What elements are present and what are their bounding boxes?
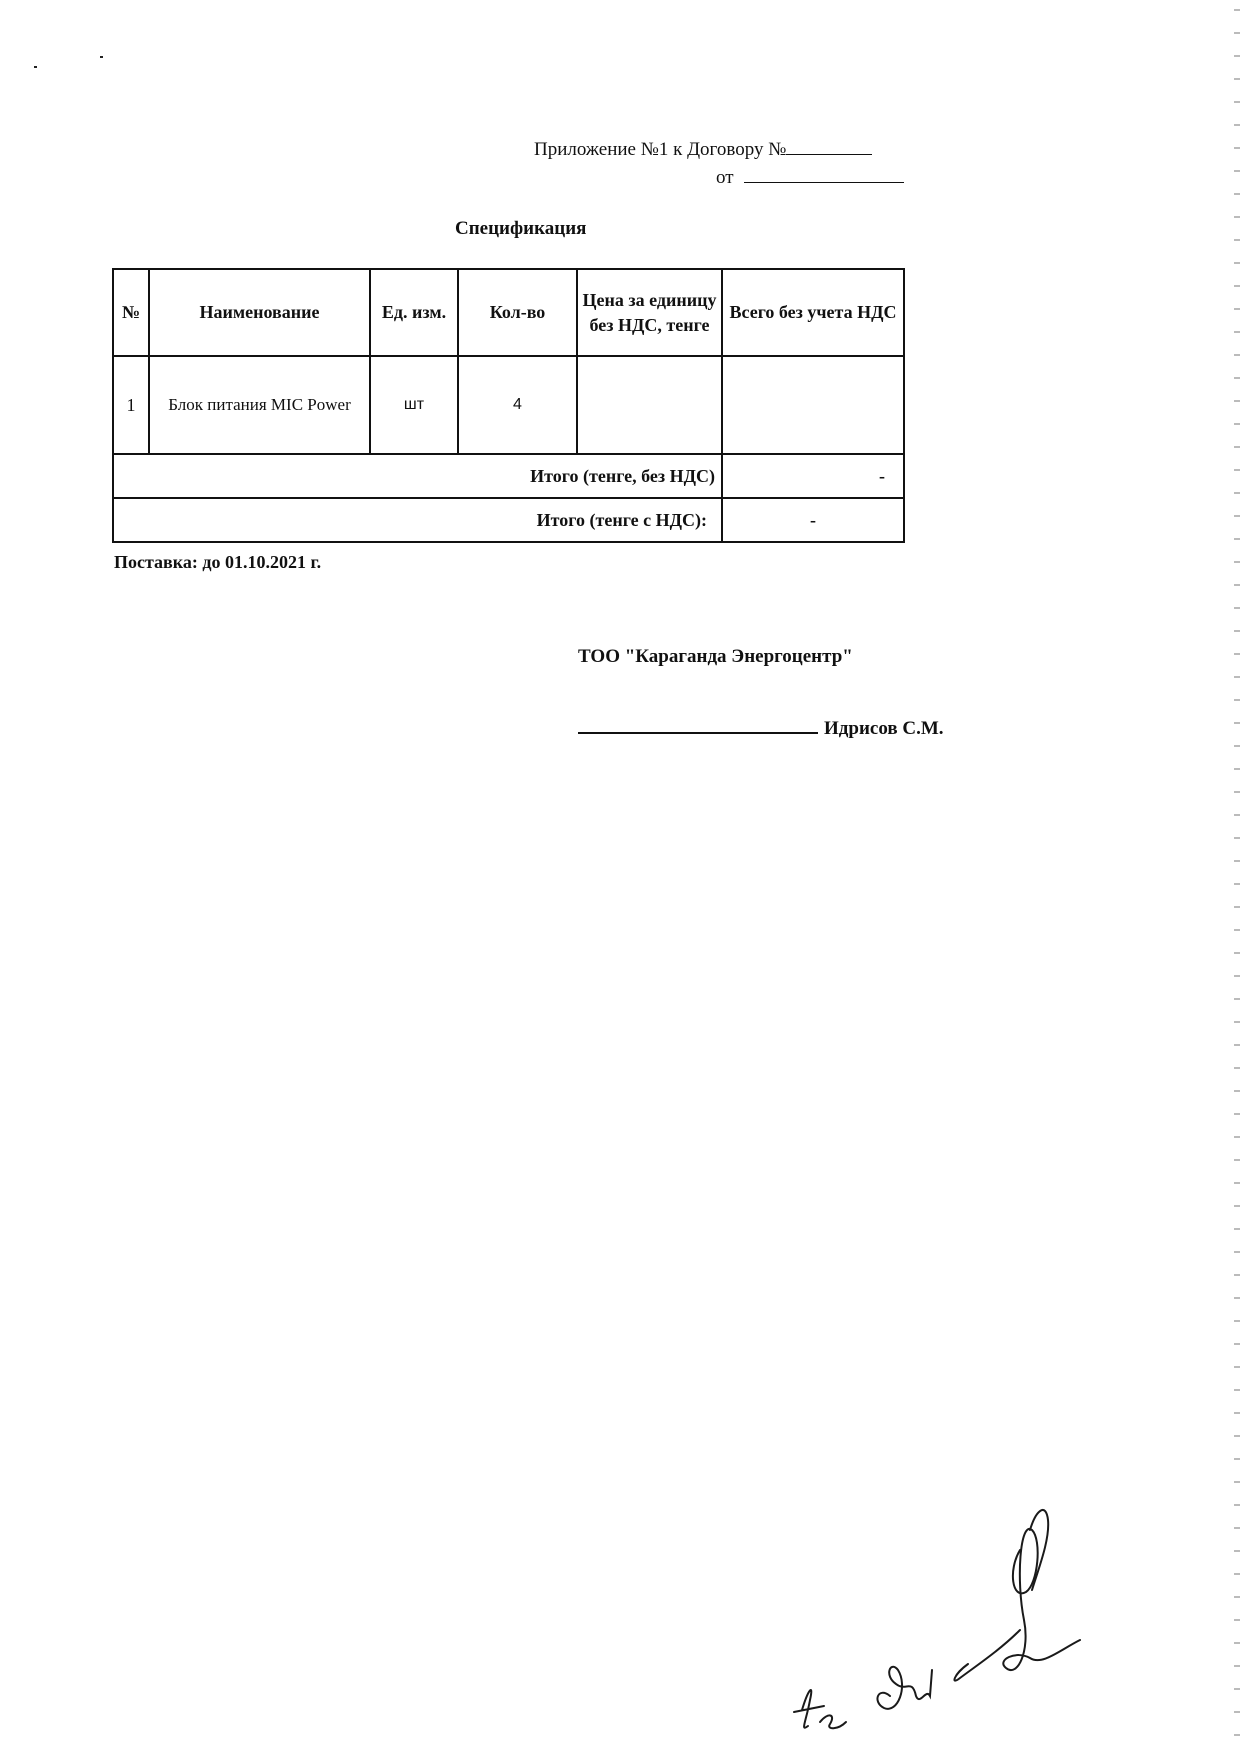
- appendix-text: Приложение №1 к Договору №: [534, 139, 787, 160]
- scan-edge-artifact: [1234, 0, 1240, 1754]
- item-name: Блок питания MIC Power: [149, 356, 370, 454]
- signature-line: [578, 716, 944, 740]
- column-header: Всего без учета НДС: [722, 269, 904, 356]
- handwritten-signatures: [780, 1500, 1160, 1740]
- total-no-vat-row: [113, 454, 904, 498]
- item-price: [577, 356, 722, 454]
- from-label: от: [716, 167, 734, 188]
- date-blank: [744, 166, 904, 183]
- total-vat-value: -: [722, 498, 904, 542]
- table-header-row: [113, 269, 904, 356]
- column-header: Ед. изм.: [370, 269, 458, 356]
- total-vat-label: Итого (тенге с НДС):: [113, 498, 722, 542]
- signatory-name: Идрисов С.М.: [824, 718, 944, 739]
- signature-blank: [578, 716, 818, 734]
- scan-speck: [100, 56, 103, 58]
- appendix-line: [534, 138, 872, 162]
- table-row: [113, 356, 904, 454]
- item-quantity: 4: [458, 356, 577, 454]
- scan-speck: [34, 66, 37, 68]
- signature-initials-2: [877, 1667, 932, 1709]
- total-no-vat-value: -: [722, 454, 904, 498]
- signature-initials-1: [794, 1690, 846, 1728]
- signature-main: [954, 1510, 1080, 1681]
- column-header: Кол-во: [458, 269, 577, 356]
- item-unit: шт: [370, 356, 458, 454]
- row-number: 1: [113, 356, 149, 454]
- delivery-terms: Поставка: до 01.10.2021 г.: [114, 552, 322, 572]
- column-header: №: [113, 269, 149, 356]
- column-header: Цена за единицу без НДС, тенге: [577, 269, 722, 356]
- company-name: ТОО "Караганда Энергоцентр": [578, 646, 853, 667]
- specification-table: [112, 268, 905, 543]
- date-line: [716, 166, 904, 190]
- column-header: Наименование: [149, 269, 370, 356]
- document-title: Спецификация: [455, 218, 587, 239]
- item-total: [722, 356, 904, 454]
- contract-number-blank: [786, 138, 872, 155]
- total-no-vat-label: Итого (тенге, без НДС): [113, 454, 722, 498]
- total-vat-row: [113, 498, 904, 542]
